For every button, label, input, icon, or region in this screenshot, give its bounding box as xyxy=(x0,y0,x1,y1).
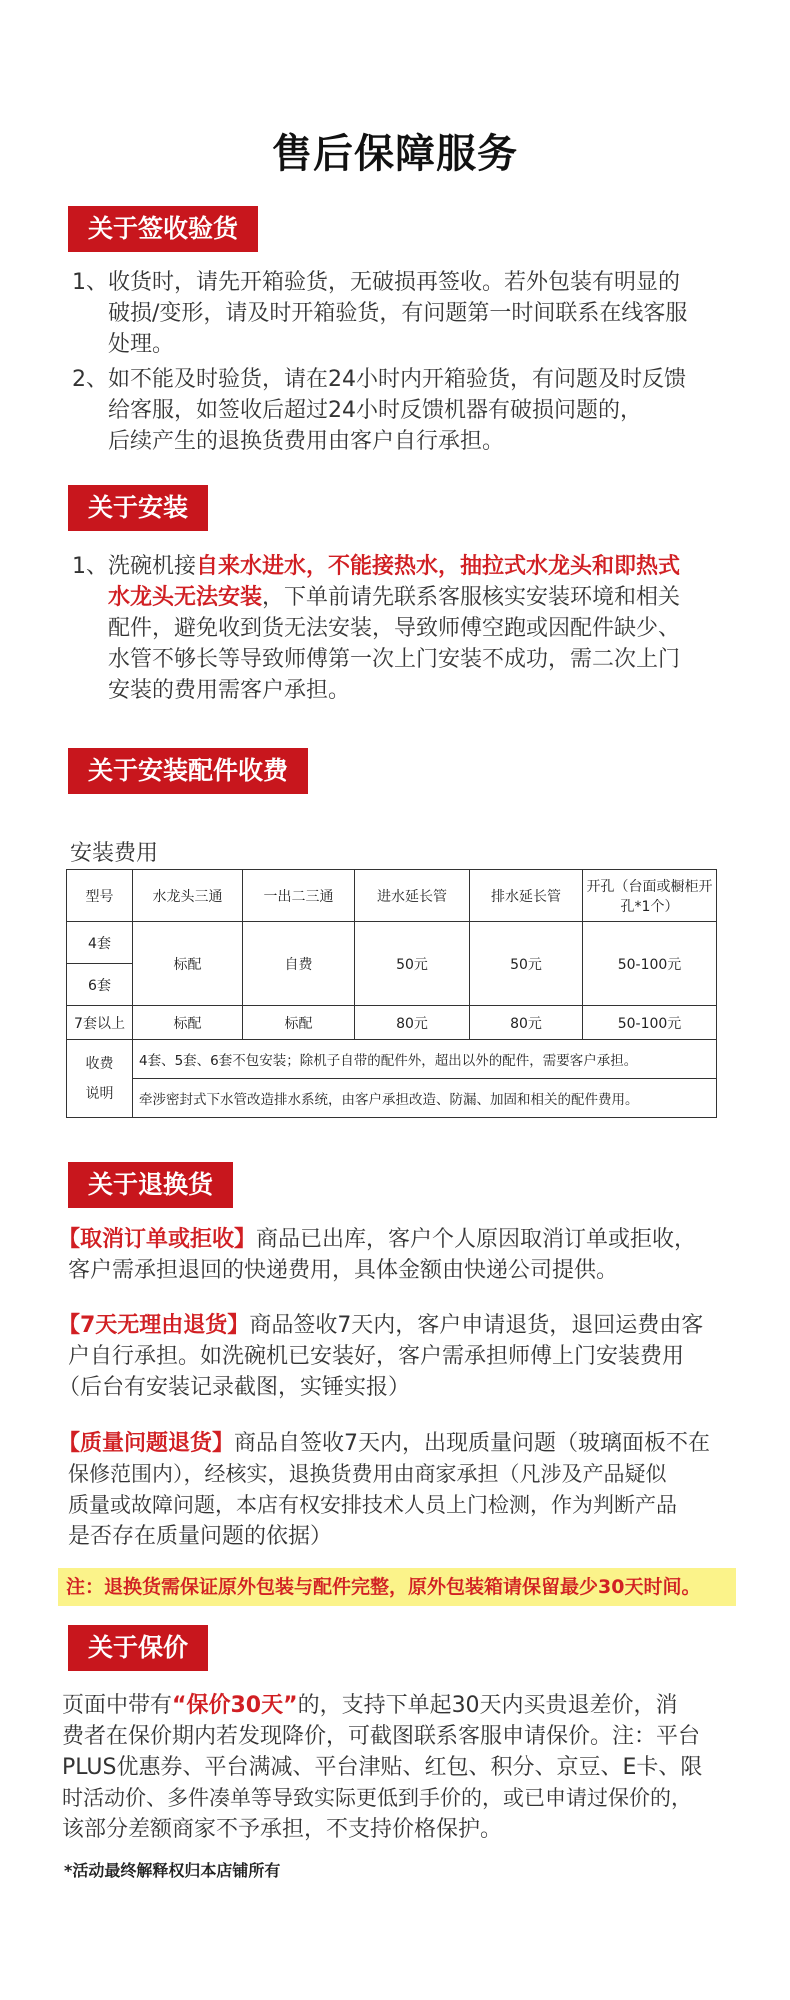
text-line: 时活动价、多件凑单等导致实际更低到手价的，或已申请过保价的， xyxy=(62,1786,692,1810)
return-policy-cancel: 【取消订单或拒收】商品已出库，客户个人原因取消订单或拒收， 客户需承担退回的快递费用，具体金额由快递公司提供。 xyxy=(58,1224,738,1286)
policy-tag: 【7天无理由退货】 xyxy=(58,1313,250,1338)
item-number: 2、 xyxy=(72,367,108,392)
text-line: 配件，避免收到货无法安装，导致师傅空跑或因配件缺少、 xyxy=(108,616,681,641)
fee-note-label: 收费说明 xyxy=(67,1040,133,1118)
return-note-highlight: 注：退换货需保证原外包装与配件完整，原外包装箱请保留最少30天时间。 xyxy=(58,1568,736,1606)
table-header: 型号 xyxy=(67,870,133,922)
price-highlight: “保价30天” xyxy=(172,1693,298,1718)
table-row xyxy=(67,922,717,964)
receipt-item-1 xyxy=(72,267,732,360)
text-line: 如不能及时验货，请在24小时内开箱验货，有问题及时反馈 xyxy=(108,367,686,392)
table-header: 开孔（台面或橱柜开孔*1个） xyxy=(583,870,717,922)
text-line: 质量或故障问题，本店有权安排技术人员上门检测，作为判断产品 xyxy=(68,1493,677,1517)
fee-note: 牵涉密封式下水管改造排水系统，由客户承担改造、防漏、加固和相关的配件费用。 xyxy=(133,1079,717,1118)
table-cell: 7套以上 xyxy=(67,1006,133,1040)
text-line: 收货时，请先开箱验货，无破损再签收。若外包装有明显的 xyxy=(108,270,681,295)
policy-tag: 【取消订单或拒收】 xyxy=(58,1227,257,1252)
text-line: PLUS优惠券、平台满减、平台津贴、红包、积分、京豆、E卡、限 xyxy=(62,1755,703,1780)
text-line: 破损/变形，请及时开箱验货，有问题第一时间联系在线客服 xyxy=(108,301,688,326)
text-line: 保修范围内），经核实，退换货费用由商家承担（凡涉及产品疑似 xyxy=(68,1462,667,1486)
text-line: （后台有安装记录截图，实锤实报） xyxy=(58,1375,411,1400)
table-header: 排水延长管 xyxy=(470,870,583,922)
table-cell: 自费 xyxy=(243,922,355,1006)
price-protection-text: 页面中带有“保价30天”的，支持下单起30天内买贵退差价，消 费者在保价期内若发现降价，可截图联系客服申请保价。注：平台 PLUS优惠券、平台满减、平台津贴、红包、积分、京豆、E卡、限 时活动价、多件凑单等导致实际更低到手价的，或已申请过保价的， 该部分差额商家不予承担，不支持价格保护。 xyxy=(62,1690,742,1845)
text-line: 安装的费用需客户承担。 xyxy=(108,678,351,703)
fee-note: 4套、5套、6套不包安装；除机子自带的配件外，超出以外的配件，需要客户承担。 xyxy=(133,1040,717,1079)
text-line: 水龙头无法安装，下单前请先联系客服核实安装环境和相关 xyxy=(108,585,681,610)
table-header: 一出二三通 xyxy=(243,870,355,922)
text-line: 水管不够长等导致师傅第一次上门安装不成功，需二次上门 xyxy=(108,647,681,672)
section-heading-price: 关于保价 xyxy=(68,1625,208,1671)
text-line: 后续产生的退换货费用由客户自行承担。 xyxy=(108,429,505,454)
return-policy-7day: 【7天无理由退货】商品签收7天内，客户申请退货，退回运费由客 户自行承担。如洗碗机已安装好，客户需承担师傅上门安装费用 （后台有安装记录截图，实锤实报） xyxy=(58,1310,738,1403)
text-line: 洗碗机接自来水进水，不能接热水，抽拉式水龙头和即热式 xyxy=(108,554,681,579)
table-row xyxy=(67,1006,717,1040)
table-header-row xyxy=(67,870,717,922)
install-warning: 自来水进水，不能接热水，抽拉式水龙头和即热式 xyxy=(196,554,681,579)
table-header: 水龙头三通 xyxy=(133,870,243,922)
table-cell: 标配 xyxy=(243,1006,355,1040)
text-line: 处理。 xyxy=(108,332,175,357)
text-line: 客户需承担退回的快递费用，具体金额由快递公司提供。 xyxy=(68,1258,619,1283)
page-title: 售后保障服务 xyxy=(272,131,518,177)
return-policy-quality: 【质量问题退货】商品自签收7天内，出现质量问题（玻璃面板不在 保修范围内），经核实，退换货费用由商家承担（凡涉及产品疑似 质量或故障问题，本店有权安排技术人员上门检测，作为判断产品 是否存在质量问题的依据） xyxy=(58,1428,748,1552)
footnote: *活动最终解释权归本店铺所有 xyxy=(64,1861,281,1880)
table-cell: 4套 xyxy=(67,922,133,964)
text-line: 该部分差额商家不予承担，不支持价格保护。 xyxy=(62,1817,503,1842)
table-header: 进水延长管 xyxy=(355,870,470,922)
policy-tag: 【质量问题退货】 xyxy=(58,1431,235,1456)
install-warning: 水龙头无法安装 xyxy=(108,585,263,610)
section-heading-fittings: 关于安装配件收费 xyxy=(68,748,308,794)
table-row xyxy=(67,1040,717,1079)
text-line: 给客服，如签收后超过24小时反馈机器有破损问题的， xyxy=(108,398,642,423)
item-number: 1、 xyxy=(72,554,108,579)
table-cell: 标配 xyxy=(133,922,243,1006)
receipt-item-2 xyxy=(72,364,732,457)
text-line: 费者在保价期内若发现降价，可截图联系客服申请保价。注：平台 xyxy=(62,1724,701,1749)
table-cell: 标配 xyxy=(133,1006,243,1040)
table-cell: 50-100元 xyxy=(583,1006,717,1040)
fee-label: 安装费用 xyxy=(70,841,159,866)
section-heading-install: 关于安装 xyxy=(68,485,208,531)
table-cell: 50元 xyxy=(355,922,470,1006)
fee-table xyxy=(66,869,717,1118)
table-row xyxy=(67,1079,717,1118)
table-cell: 50-100元 xyxy=(583,922,717,1006)
text-line: 是否存在质量问题的依据） xyxy=(68,1524,333,1549)
section-heading-returns: 关于退换货 xyxy=(68,1162,233,1208)
table-cell: 80元 xyxy=(355,1006,470,1040)
text-line: 户自行承担。如洗碗机已安装好，客户需承担师傅上门安装费用 xyxy=(68,1344,685,1369)
table-cell: 80元 xyxy=(470,1006,583,1040)
install-item-1 xyxy=(72,551,732,706)
section-heading-receipt: 关于签收验货 xyxy=(68,206,258,252)
item-number: 1、 xyxy=(72,270,108,295)
table-cell: 6套 xyxy=(67,964,133,1006)
table-cell: 50元 xyxy=(470,922,583,1006)
